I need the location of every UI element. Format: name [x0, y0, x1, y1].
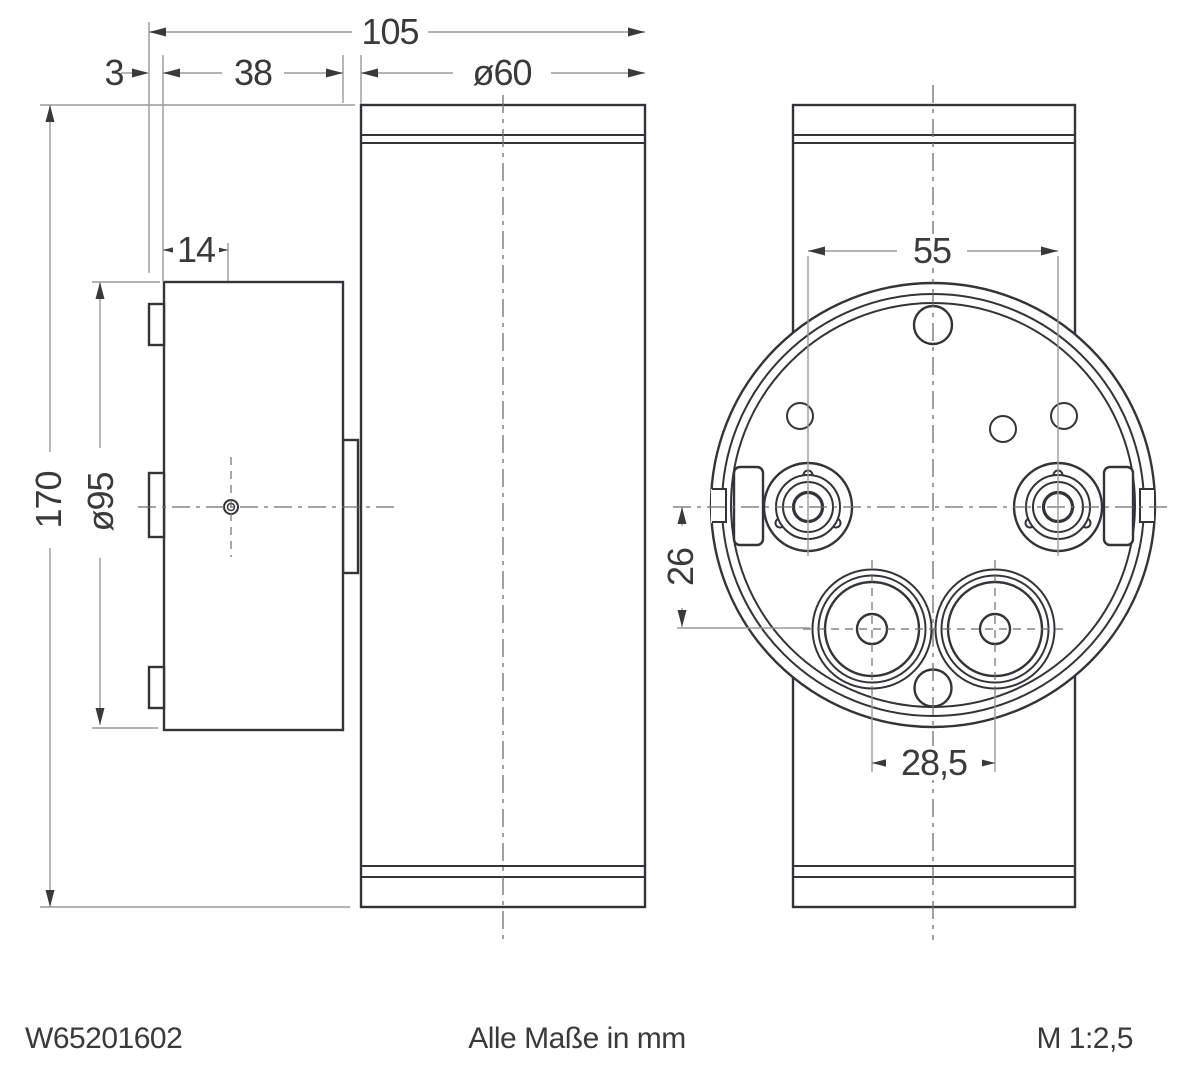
- side-view: [149, 105, 645, 907]
- mounting-plate-side: [164, 282, 343, 730]
- cable-entry-right: [936, 570, 1055, 689]
- arrowhead: [628, 69, 645, 78]
- arrowhead: [326, 69, 343, 78]
- dim-label-body-diameter: ø60: [472, 52, 532, 93]
- arrowhead: [96, 282, 105, 299]
- dim-label-fixing-centers: 55: [912, 230, 952, 271]
- dim-label-cable-offset: 26: [660, 547, 701, 587]
- rim-notch-mask: [711, 489, 726, 523]
- dim-label-cable-centers: 28,5: [900, 742, 968, 783]
- arrowhead: [163, 69, 180, 78]
- standoff-tab: [149, 667, 164, 708]
- arrowhead: [46, 105, 55, 122]
- units-note: Alle Maße in mm: [468, 1022, 686, 1055]
- clamp-block-right: [1104, 467, 1133, 545]
- scale-note: M 1:2,5: [1036, 1022, 1133, 1055]
- arrowhead: [361, 69, 378, 78]
- standoff-tab: [149, 304, 164, 345]
- standoff-tab: [149, 473, 164, 537]
- arrowhead: [96, 708, 105, 725]
- dim-label-wall-standoff: 3: [104, 52, 124, 93]
- arrowhead: [628, 28, 645, 37]
- dim-label-overall-height: 170: [28, 471, 69, 529]
- arrowhead: [678, 610, 687, 627]
- cable-entry-left: [813, 570, 932, 689]
- arrowhead: [132, 69, 149, 78]
- arrowhead: [149, 28, 166, 37]
- footer: [25, 1022, 1133, 1055]
- dim-label-bracket-depth: 38: [233, 52, 273, 93]
- arrowhead: [678, 507, 687, 524]
- rim-notch-mask: [1139, 489, 1154, 523]
- pilot-hole: [787, 403, 813, 429]
- pilot-hole: [990, 416, 1016, 442]
- article-number: W65201602: [25, 1022, 183, 1055]
- dim-label-plate-diameter: ø95: [80, 472, 121, 532]
- pilot-hole: [1051, 403, 1077, 429]
- clamp-block-left: [734, 467, 763, 545]
- arrowhead: [46, 890, 55, 907]
- dim-label-tab-depth: 14: [176, 229, 216, 270]
- dim-label-overall-depth: 105: [361, 11, 419, 52]
